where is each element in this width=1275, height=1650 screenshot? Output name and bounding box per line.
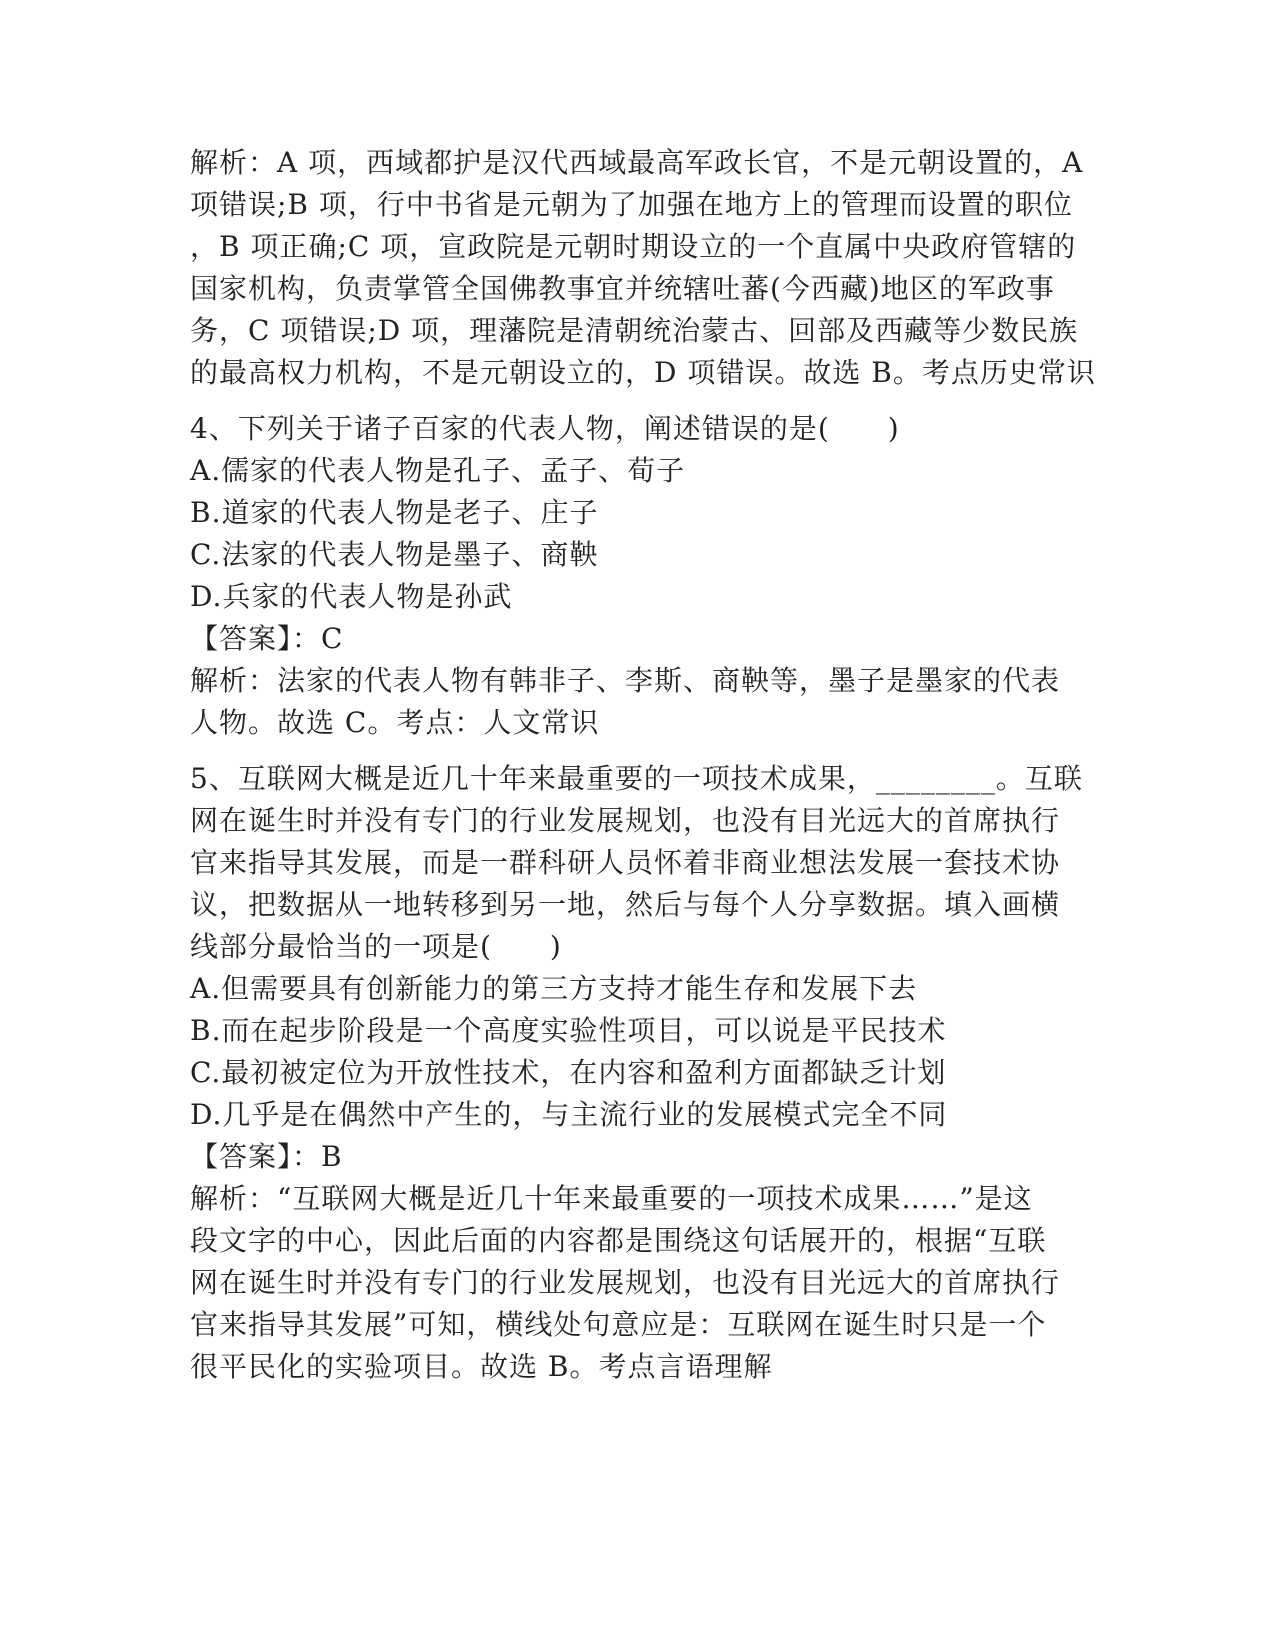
analysis-line: 解析：“互联网大概是近几十年来最重要的一项技术成果……”是这 (190, 1182, 1033, 1215)
analysis-line: 务，C 项错误;D 项，理藩院是清朝统治蒙古、回部及西藏等少数民族 (190, 314, 1079, 347)
question-stem: 4、下列关于诸子百家的代表人物，阐述错误的是( ) (190, 412, 900, 445)
analysis-line: 项错误;B 项，行中书省是元朝为了加强在地方上的管理而设置的职位 (190, 188, 1073, 221)
option-c: C.法家的代表人物是墨子、商鞅 (190, 538, 599, 571)
analysis-line: ，B 项正确;C 项，宣政院是元朝时期设立的一个直属中央政府管辖的 (190, 230, 1077, 263)
option-b: B.道家的代表人物是老子、庄子 (190, 496, 599, 529)
analysis-line: 人物。故选 C。考点：人文常识 (190, 706, 600, 739)
analysis-line: 解析：A 项，西域都护是汉代西域最高军政长官，不是元朝设置的，A (190, 146, 1084, 179)
question-stem: 议，把数据从一地转移到另一地，然后与每个人分享数据。填入画横 (190, 888, 1061, 921)
question-stem: 网在诞生时并没有专门的行业发展规划，也没有目光远大的首席执行 (190, 804, 1061, 837)
analysis-line: 官来指导其发展”可知，横线处句意应是：互联网在诞生时只是一个 (190, 1308, 1047, 1341)
q3-analysis (190, 142, 1096, 394)
question-4 (190, 408, 1070, 744)
analysis-line: 解析：法家的代表人物有韩非子、李斯、商鞅等，墨子是墨家的代表 (190, 664, 1061, 697)
option-a: A.但需要具有创新能力的第三方支持才能生存和发展下去 (190, 972, 918, 1005)
analysis-line: 网在诞生时并没有专门的行业发展规划，也没有目光远大的首席执行 (190, 1266, 1061, 1299)
answer-label: 【答案】：C (190, 622, 344, 655)
option-d: D.几乎是在偶然中产生的，与主流行业的发展模式完全不同 (190, 1098, 948, 1131)
answer-label: 【答案】：B (190, 1140, 343, 1173)
analysis-line: 段文字的中心，因此后面的内容都是围绕这句话展开的，根据“互联 (190, 1224, 1047, 1257)
option-d: D.兵家的代表人物是孙武 (190, 580, 513, 613)
analysis-line: 很平民化的实验项目。故选 B。考点言语理解 (190, 1350, 773, 1383)
question-stem: 官来指导其发展，而是一群科研人员怀着非商业想法发展一套技术协 (190, 846, 1061, 879)
question-5 (190, 758, 1083, 1388)
question-stem: 线部分最恰当的一项是( ) (190, 930, 562, 963)
analysis-line: 国家机构，负责掌管全国佛教事宜并统辖吐蕃(今西藏)地区的军政事 (190, 272, 1055, 305)
analysis-line: 的最高权力机构，不是元朝设立的，D 项错误。故选 B。考点历史常识 (190, 356, 1096, 389)
question-stem: 5、互联网大概是近几十年来最重要的一项技术成果，________。互联 (190, 762, 1083, 795)
option-c: C.最初被定位为开放性技术，在内容和盈利方面都缺乏计划 (190, 1056, 947, 1089)
option-a: A.儒家的代表人物是孔子、孟子、荀子 (190, 454, 686, 487)
option-b: B.而在起步阶段是一个高度实验性项目，可以说是平民技术 (190, 1014, 947, 1047)
